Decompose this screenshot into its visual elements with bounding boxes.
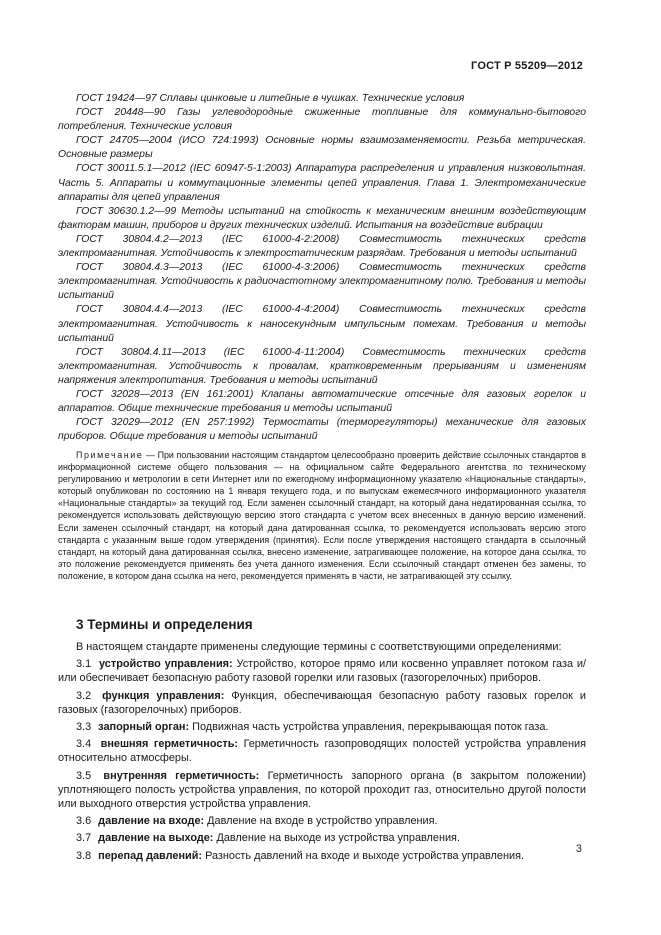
term-name: устройство управления: bbox=[99, 658, 233, 671]
term-name: давление на входе: bbox=[98, 815, 205, 828]
term-number: 3.8 bbox=[76, 849, 92, 862]
reference-item: ГОСТ 32028—2013 (EN 161:2001) Клапаны автоматические отсечные для газовых горелок и аппаратов. Общие технические требования и методы испытаний bbox=[58, 388, 586, 415]
term-number: 3.5 bbox=[76, 769, 92, 782]
reference-item: ГОСТ 32029—2012 (EN 257:1992) Термостаты (терморегуляторы) механические для газовых приборов. Общие требования и методы испытаний bbox=[58, 417, 586, 443]
normative-references-list bbox=[58, 92, 586, 444]
term-item bbox=[58, 849, 586, 863]
term-definition: Устройство, которое прямо или косвенно управляет потоком газа и/или обеспечивает безопасную работу газовой горелки или газовых (газогорелочных) приборов. bbox=[58, 658, 587, 685]
note-paragraph bbox=[58, 449, 586, 582]
term-item bbox=[58, 814, 586, 828]
term-number: 3.4 bbox=[76, 738, 92, 751]
term-number: 3.1 bbox=[76, 658, 92, 671]
term-item bbox=[58, 689, 586, 717]
term-definition: Функция, обеспечивающая безопасную работу газовых горелок и газовых (газогорелочных) приборов. bbox=[58, 689, 587, 716]
reference-item: ГОСТ 30804.4.4—2013 (IEC 61000-4-4:2004) Совместимость технических средств электромагнитная. Устойчивость к наносекундным импульсным помехам. Требования и методы испытаний bbox=[58, 304, 586, 344]
term-number: 3.3 bbox=[76, 721, 92, 734]
term-item bbox=[58, 657, 586, 685]
section-intro: В настоящем стандарте применены следующие термины с соответствующими определениями: bbox=[76, 641, 562, 653]
reference-item: ГОСТ 20448—90 Газы углеводородные сжиженные топливные для коммунально-бытового потребления. Технические условия bbox=[58, 107, 586, 133]
term-item bbox=[58, 720, 586, 734]
term-name: перепад давлений: bbox=[98, 849, 203, 862]
terms-list bbox=[58, 640, 586, 866]
page-number: 3 bbox=[575, 843, 582, 855]
term-number: 3.2 bbox=[76, 689, 92, 702]
section-title: 3 Термины и определения bbox=[76, 617, 253, 632]
term-name: запорный орган: bbox=[98, 721, 190, 734]
term-definition: Давление на выходе из устройства управления. bbox=[216, 832, 460, 845]
reference-item: ГОСТ 30011.5.1—2012 (IEC 60947-5-1:2003) Аппаратура распределения и управления низковольтная. Часть 5. Аппараты и коммутационные элементы цепей управления. Глава 1. Электромеханические аппараты для цепей управления bbox=[58, 163, 586, 203]
reference-item: ГОСТ 30630.1.2—99 Методы испытаний на стойкость к механическим внешним воздействующим факторам машин, приборов и других технических изделий. Испытания на воздействие вибрации bbox=[58, 205, 586, 231]
term-number: 3.6 bbox=[76, 815, 92, 828]
term-item bbox=[58, 737, 586, 765]
reference-item: ГОСТ 24705—2004 (ИСО 724:1993) Основные нормы взаимозаменяемости. Резьба метрическая. Основные размеры bbox=[58, 135, 586, 161]
term-definition: Подвижная часть устройства управления, перекрывающая поток газа. bbox=[192, 721, 549, 734]
note-label: Примечание bbox=[76, 450, 144, 460]
document-id-header: ГОСТ Р 55209—2012 bbox=[471, 60, 583, 72]
term-definition: Герметичность газопроводящих полостей устройства управления относительно атмосферы. bbox=[58, 738, 586, 765]
term-name: давление на выходе: bbox=[98, 832, 214, 845]
term-definition: Герметичность запорного органа (в закрытом положении) уплотняющего полость устройства управления, по которой проходит газ, относительно другой полости или выходного отверстия устройства управления. bbox=[58, 769, 587, 811]
reference-item: ГОСТ 30804.4.11—2013 (IEC 61000-4-11:2004) Совместимость технических средств электромагнитная. Устойчивость к провалам, кратковременным прерываниям и изменениям напряжения электропитания. Требования и методы испытаний bbox=[58, 346, 586, 386]
term-name: внешняя герметичность: bbox=[100, 738, 239, 751]
term-item bbox=[58, 831, 586, 845]
reference-item: ГОСТ 30804.4.3—2013 (IEC 61000-4-3:2006) Совместимость технических средств электромагнитная. Устойчивость к радиочастотному электромагнитному полю. Требования и методы испытаний bbox=[58, 262, 586, 302]
term-name: функция управления: bbox=[102, 689, 225, 702]
note-text: — При пользовании настоящим стандартом целесообразно проверить действие ссылочных стандартов в информационной системе общего пользования — на официальном сайте Федерального агентства по техническому регулированию и метрологии в сети Интернет или по ежегодному информационному указателю «Национальные стандарты», который опубликован по состоянию на 1 января текущего года, и по выпускам ежемесячного информационного указателя «Национальные стандарты» за текущий год. Если заменен ссылочный стандарт, на который дана недатированная ссылка, то рекомендуется использовать действующую версию этого стандарта с учетом всех внесенных в данную версию изменений. Если заменен ссылочный стандарт, на который дана датированная ссылка, то рекомендуется использовать версию этого стандарта с указанным выше годом утверждения (принятия). Если после утверждения настоящего стандарта в ссылочный стандарт, на который дана датированная ссылка, внесено изменение, затрагивающее положение, на которое дана ссылка, то это положение рекомендуется применять без учета данного изменения. Если ссылочный стандарт отменен без замены, то положение, в котором дана ссылка на него, рекомендуется применять в части, не затрагивающей эту ссылку. bbox=[58, 450, 586, 581]
reference-item: ГОСТ 19424—97 Сплавы цинковые и литейные в чушках. Технические условия bbox=[76, 93, 465, 104]
term-item bbox=[58, 769, 586, 812]
reference-item: ГОСТ 30804.4.2—2013 (IEC 61000-4-2:2008) Совместимость технических средств электромагнитная. Устойчивость к электростатическим разрядам. Требования и методы испытаний bbox=[58, 233, 586, 260]
term-name: внутренняя герметичность: bbox=[103, 769, 260, 782]
term-definition: Разность давлений на входе и выходе устройства управления. bbox=[205, 849, 524, 862]
note-block bbox=[58, 449, 586, 582]
term-definition: Давление на входе в устройство управления. bbox=[207, 815, 438, 828]
term-number: 3.7 bbox=[76, 832, 92, 845]
